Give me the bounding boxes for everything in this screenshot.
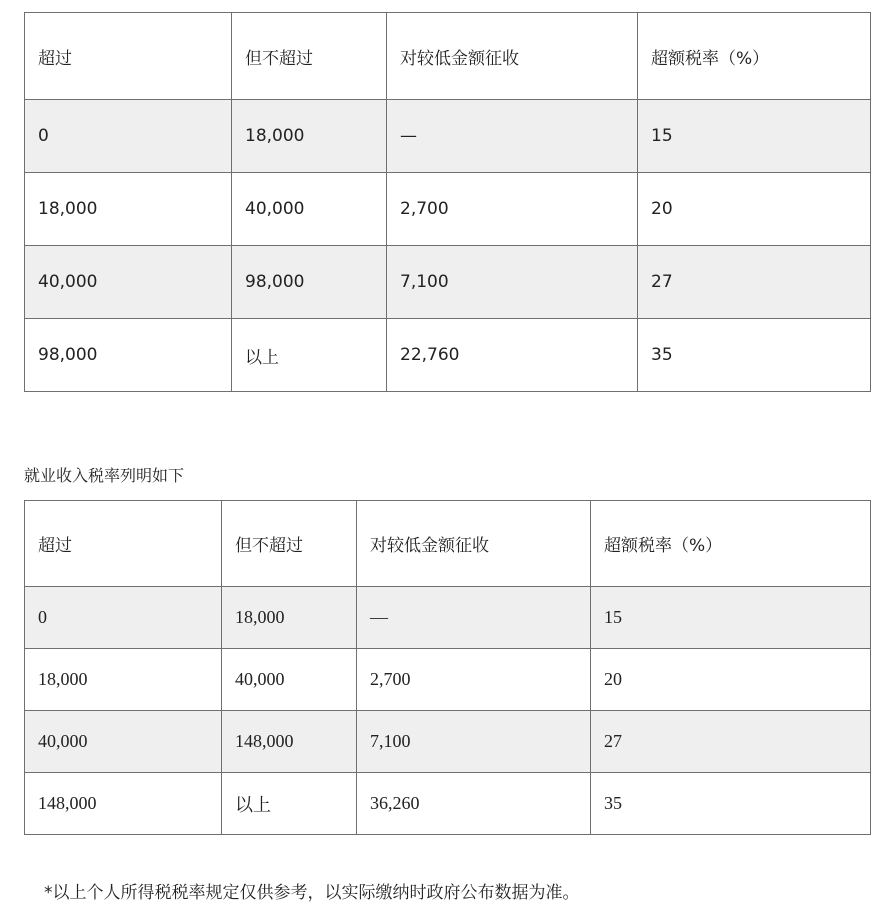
table-row [25,100,871,173]
table-cell: 35 [591,773,871,835]
table-cell: 40,000 [232,173,387,246]
table-row [25,587,871,649]
table-cell: 15 [638,100,871,173]
header-over: 超过 [25,501,222,587]
table-cell: — [387,100,638,173]
header-tax-on-lower-amount: 对较低金额征收 [357,501,591,587]
table-row [25,711,871,773]
table-cell: 15 [591,587,871,649]
table-header-row [25,13,871,100]
employment-income-tax-rate-table [24,500,871,835]
table-row [25,319,871,392]
table-row [25,773,871,835]
table-row [25,173,871,246]
table-header-row [25,501,871,587]
table-cell: 18,000 [222,587,357,649]
table-cell: 0 [25,587,222,649]
header-not-over: 但不超过 [222,501,357,587]
table-cell: 27 [638,246,871,319]
table-cell: 148,000 [25,773,222,835]
tax-rate-table-1 [24,12,871,392]
table-row [25,246,871,319]
table-cell: 18,000 [25,173,232,246]
table-cell: 98,000 [232,246,387,319]
table-cell: 7,100 [387,246,638,319]
header-not-over: 但不超过 [232,13,387,100]
table-cell: 18,000 [25,649,222,711]
section-heading: 就业收入税率列明如下 [24,466,185,485]
header-marginal-rate: 超额税率（%） [638,13,871,100]
table-cell: 2,700 [387,173,638,246]
table-cell: 148,000 [222,711,357,773]
disclaimer-footnote: *以上个人所得税税率规定仅供参考，以实际缴纳时政府公布数据为准。 [44,883,580,903]
table-cell: 40,000 [25,711,222,773]
table-cell: 35 [638,319,871,392]
table-cell: 27 [591,711,871,773]
header-tax-on-lower-amount: 对较低金额征收 [387,13,638,100]
table-cell: 22,760 [387,319,638,392]
table-row [25,649,871,711]
table-cell: 7,100 [357,711,591,773]
header-marginal-rate: 超额税率（%） [591,501,871,587]
table-cell: 以上 [222,773,357,835]
table-cell: 以上 [232,319,387,392]
table-cell: 20 [591,649,871,711]
table-cell: 18,000 [232,100,387,173]
table-cell: 40,000 [25,246,232,319]
table-cell: 20 [638,173,871,246]
table-cell: 36,260 [357,773,591,835]
table-cell: 98,000 [25,319,232,392]
table-cell: 0 [25,100,232,173]
table-cell: — [357,587,591,649]
header-over: 超过 [25,13,232,100]
table-cell: 40,000 [222,649,357,711]
table-cell: 2,700 [357,649,591,711]
